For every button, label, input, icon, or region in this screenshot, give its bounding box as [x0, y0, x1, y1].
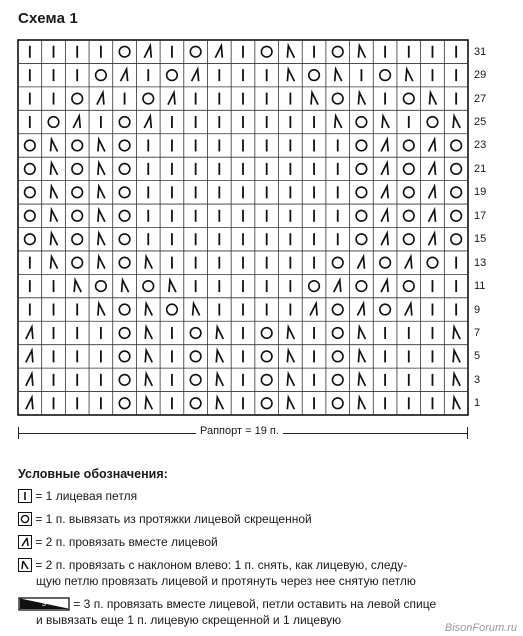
- legend-item-text: = 1 п. вывязать из протяжки лицевой скрещенной: [35, 512, 312, 526]
- legend-item-ssk-continuation: щую петлю провязать лицевой и протянуть через нее снятую петлю: [36, 574, 416, 588]
- legend-item-text: = 2 п. провязать вместе лицевой: [35, 535, 218, 549]
- legend-title: Условные обозначения:: [18, 467, 168, 481]
- legend-item-knit: [18, 489, 137, 504]
- row-number: 9: [474, 303, 481, 316]
- row-number: 31: [474, 45, 487, 58]
- svg-text:3: 3: [42, 601, 46, 608]
- legend-item-ssk: [18, 558, 407, 573]
- row-number: 23: [474, 139, 487, 152]
- row-number: 7: [474, 326, 481, 339]
- legend-item-cable-continuation: и вывязать еще 1 п. лицевую скрещенной и 1 лицевую: [36, 613, 342, 627]
- row-number: 15: [474, 233, 487, 246]
- chart-grid: [18, 40, 468, 415]
- row-number: 13: [474, 256, 487, 269]
- row-number: 11: [474, 280, 486, 293]
- knit-symbol-icon: [18, 489, 32, 503]
- row-number: 3: [474, 373, 481, 386]
- legend-item-text: = 2 п. провязать с наклоном влево: 1 п. снять, как лицевую, следу-: [35, 558, 408, 572]
- chart-title: Схема 1: [18, 10, 79, 27]
- row-number: 25: [474, 116, 487, 129]
- rapport-label: Раппорт = 19 п.: [196, 425, 283, 437]
- legend-item-text: = 1 лицевая петля: [35, 489, 138, 503]
- knitting-chart: [18, 40, 468, 415]
- row-number: 27: [474, 92, 487, 105]
- legend-item-cable: [18, 597, 436, 612]
- row-number: 5: [474, 350, 481, 363]
- legend-item-text: = 3 п. провязать вместе лицевой, петли оставить на левой спице: [73, 597, 437, 611]
- legend-item-k2tog: [18, 535, 218, 550]
- row-number: 17: [474, 209, 487, 222]
- watermark: BisonForum.ru: [444, 622, 517, 634]
- k2tog-symbol-icon: [18, 535, 32, 549]
- row-number: 19: [474, 186, 487, 199]
- row-number: 21: [474, 162, 487, 175]
- row-number: 1: [474, 397, 481, 410]
- row-number: 29: [474, 69, 487, 82]
- ssk-symbol-icon: [18, 558, 32, 572]
- cable-symbol-icon: [18, 597, 70, 611]
- yarnover-symbol-icon: [18, 512, 32, 526]
- legend-item-yo: [18, 512, 312, 527]
